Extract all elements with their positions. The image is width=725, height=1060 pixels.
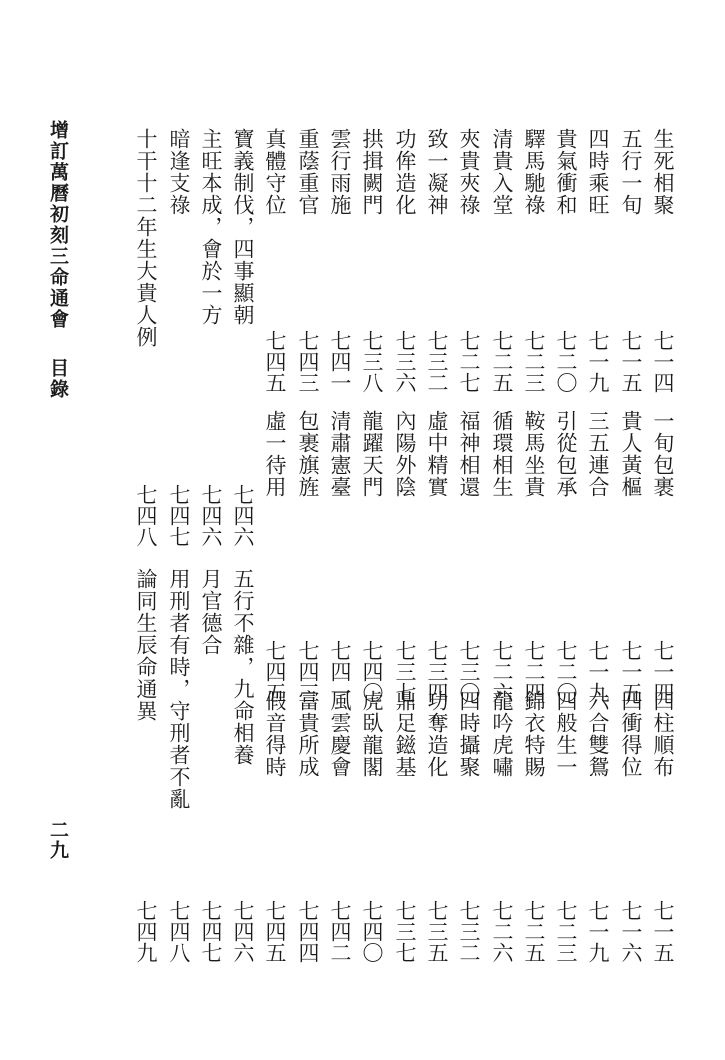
- entry-page: 七四三: [296, 640, 320, 703]
- entry-page: 七四〇: [360, 640, 384, 703]
- entry-page: 七四五: [263, 900, 287, 963]
- entry-title: 四柱順布: [651, 690, 675, 778]
- entry-page: 七二五: [490, 330, 514, 393]
- entry-page: 七一四: [651, 330, 675, 393]
- entry-title: 論同生辰命通異: [134, 568, 158, 722]
- entry-title: 貴人黃樞: [619, 410, 643, 498]
- entry-page: 七一九: [586, 900, 610, 963]
- entry-page: 七四六: [199, 484, 223, 547]
- entry-page: 七三二: [425, 330, 449, 393]
- entry-title: 真體守位: [263, 128, 287, 216]
- entry-page: 七一九: [586, 330, 610, 393]
- entry-page: 七四六: [231, 484, 255, 547]
- entry-page: 七四四: [296, 900, 320, 963]
- entry-title: 致一凝神: [425, 128, 449, 216]
- entry-page: 七四二: [328, 900, 352, 963]
- entry-title: 一旬包裹: [651, 410, 675, 498]
- entry-page: 七一五: [619, 640, 643, 703]
- entry-title: 寶義制伐，四事顯朝: [231, 128, 255, 326]
- entry-page: 七四五: [263, 640, 287, 703]
- entry-page: 七二〇: [554, 330, 578, 393]
- entry-title: 重蔭重官: [296, 128, 320, 216]
- entry-title: 四衝得位: [619, 690, 643, 778]
- entry-page: 七四一: [328, 640, 352, 703]
- entry-title: 暗逢支祿: [167, 128, 191, 216]
- page-number: 二九: [47, 820, 69, 860]
- entry-title: 三五連合: [586, 410, 610, 498]
- entry-title: 虛中精實: [425, 410, 449, 498]
- entry-title: 四時攝聚: [457, 690, 481, 778]
- entry-title: 用刑者有時，守刑者不亂: [167, 568, 191, 810]
- entry-title: 清肅憲臺: [328, 410, 352, 498]
- entry-title: 龍吟虎嘯: [490, 690, 514, 778]
- entry-page: 七四八: [134, 484, 158, 547]
- entry-title: 五行一旬: [619, 128, 643, 216]
- entry-page: 七四一: [328, 330, 352, 393]
- entry-title: 貴氣衝和: [554, 128, 578, 216]
- entry-title: 循環相生: [490, 410, 514, 498]
- entry-title: 福神相還: [457, 410, 481, 498]
- entry-title: 引從包承: [554, 410, 578, 498]
- entry-title: 鼎足鎡基: [393, 690, 417, 778]
- entry-title: 錦衣特賜: [522, 690, 546, 778]
- entry-page: 七二五: [522, 900, 546, 963]
- entry-page: 七二三: [522, 330, 546, 393]
- entry-title: 功奪造化: [425, 690, 449, 778]
- entry-title: 虎臥龍閣: [360, 690, 384, 778]
- entry-title: 虛一待用: [263, 410, 287, 498]
- entry-title: 富貴所成: [296, 690, 320, 778]
- entry-page: 七二六: [490, 900, 514, 963]
- entry-title: 清貴入堂: [490, 128, 514, 216]
- entry-title: 月官德合: [199, 568, 223, 656]
- entry-page: 七三二: [457, 900, 481, 963]
- entry-page: 七三五: [425, 900, 449, 963]
- entry-page: 七二六: [490, 640, 514, 703]
- entry-title: 主旺本成，會於一方: [199, 128, 223, 326]
- entry-title: 假音得時: [263, 690, 287, 778]
- entry-title: 六合雙鴛: [586, 690, 610, 778]
- entry-page: 七四〇: [360, 900, 384, 963]
- entry-title: 四時乘旺: [586, 128, 610, 216]
- entry-page: 七三六: [393, 330, 417, 393]
- entry-page: 七三〇: [457, 640, 481, 703]
- entry-page: 七一五: [619, 330, 643, 393]
- entry-page: 七四九: [134, 900, 158, 963]
- section-title: 目錄: [47, 358, 69, 400]
- entry-page: 七二七: [457, 330, 481, 393]
- entry-title: 十干十二年生大貴人例: [134, 128, 158, 348]
- entry-page: 七一六: [619, 900, 643, 963]
- entry-title: 拱揖闕門: [360, 128, 384, 216]
- entry-title: 內陽外陰: [393, 410, 417, 498]
- entry-title: 功侔造化: [393, 128, 417, 216]
- entry-page: 七二四: [522, 640, 546, 703]
- entry-page: 七一四: [651, 640, 675, 703]
- entry-title: 雲行雨施: [328, 128, 352, 216]
- entry-page: 七二〇: [554, 640, 578, 703]
- entry-page: 七四八: [167, 900, 191, 963]
- book-title: 增訂萬曆初刻三命通會: [47, 120, 69, 330]
- entry-page: 七三八: [360, 330, 384, 393]
- entry-title: 驛馬馳祿: [522, 128, 546, 216]
- entry-title: 四般生一: [554, 690, 578, 778]
- entry-page: 七四六: [231, 900, 255, 963]
- entry-page: 七四七: [167, 484, 191, 547]
- entry-page: 七三四: [425, 640, 449, 703]
- entry-title: 鞍馬坐貴: [522, 410, 546, 498]
- entry-page: 七四五: [263, 330, 287, 393]
- entry-page: 七四七: [199, 900, 223, 963]
- entry-title: 生死相聚: [651, 128, 675, 216]
- entry-title: 包裹旗旌: [296, 410, 320, 498]
- entry-title: 五行不雜，九命相養: [231, 568, 255, 766]
- entry-title: 風雲慶會: [328, 690, 352, 778]
- entry-title: 龍躍天門: [360, 410, 384, 498]
- entry-page: 七二三: [554, 900, 578, 963]
- entry-page: 七四三: [296, 330, 320, 393]
- entry-page: 七一九: [586, 640, 610, 703]
- entry-page: 七三七: [393, 900, 417, 963]
- entry-page: 七一五: [651, 900, 675, 963]
- entry-page: 七三七: [393, 640, 417, 703]
- entry-title: 夾貴夾祿: [457, 128, 481, 216]
